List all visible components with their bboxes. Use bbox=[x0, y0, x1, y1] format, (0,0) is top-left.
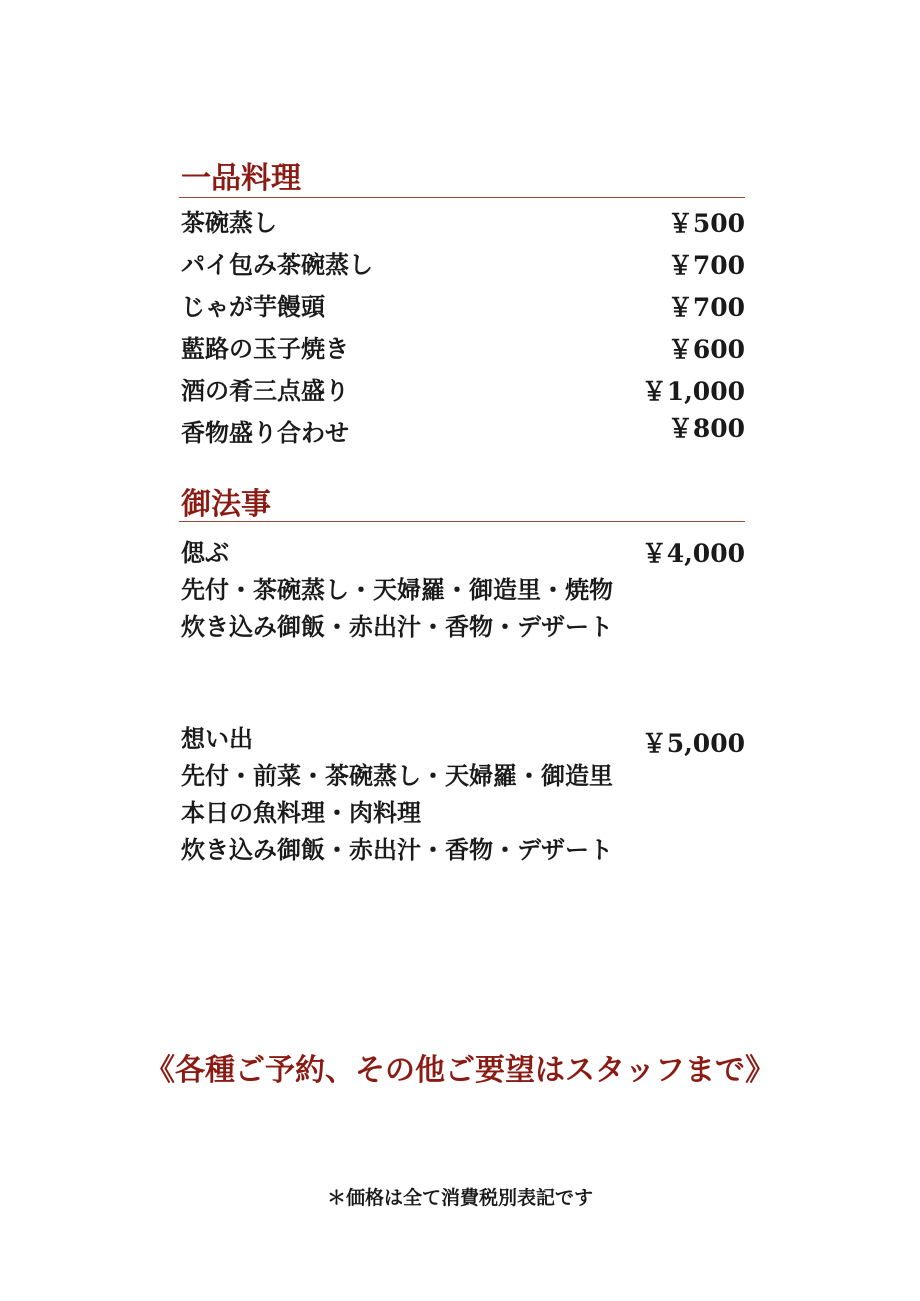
menu-item-price: ￥700 bbox=[667, 293, 745, 322]
menu-item-price: ￥700 bbox=[667, 251, 745, 280]
menu-item-price: ￥1,000 bbox=[641, 377, 745, 406]
section-divider bbox=[179, 197, 745, 198]
course-name: 想い出 bbox=[181, 724, 253, 753]
course-name: 偲ぶ bbox=[181, 538, 229, 567]
course-description-line: 本日の魚料理・肉料理 bbox=[181, 798, 421, 827]
menu-item-name: 茶碗蒸し bbox=[181, 208, 277, 237]
course-description-line: 先付・前菜・茶碗蒸し・天婦羅・御造里 bbox=[181, 761, 613, 790]
course-description-line: 先付・茶碗蒸し・天婦羅・御造里・焼物 bbox=[181, 575, 613, 604]
course-description-line: 炊き込み御飯・赤出汁・香物・デザート bbox=[181, 835, 613, 864]
menu-item-price: ￥800 bbox=[667, 414, 745, 443]
course-price: ￥4,000 bbox=[641, 539, 745, 568]
section-title-ippin: 一品料理 bbox=[181, 161, 301, 196]
reservation-notice: 《各種ご予約、その他ご要望はスタッフまで》 bbox=[145, 1053, 775, 1088]
menu-item-price: ￥500 bbox=[667, 209, 745, 238]
course-description-line: 炊き込み御飯・赤出汁・香物・デザート bbox=[181, 612, 613, 641]
menu-item-name: パイ包み茶碗蒸し bbox=[181, 250, 373, 279]
menu-item-price: ￥600 bbox=[667, 335, 745, 364]
section-title-hoji: 御法事 bbox=[181, 487, 271, 522]
menu-item-name: 酒の肴三点盛り bbox=[181, 376, 349, 405]
section-divider bbox=[179, 521, 745, 522]
menu-item-name: じゃが芋饅頭 bbox=[181, 292, 325, 321]
course-price: ￥5,000 bbox=[641, 729, 745, 758]
tax-footnote: ＊価格は全て消費税別表記です bbox=[326, 1187, 593, 1209]
menu-item-name: 藍路の玉子焼き bbox=[181, 334, 349, 363]
menu-item-name: 香物盛り合わせ bbox=[181, 418, 349, 447]
